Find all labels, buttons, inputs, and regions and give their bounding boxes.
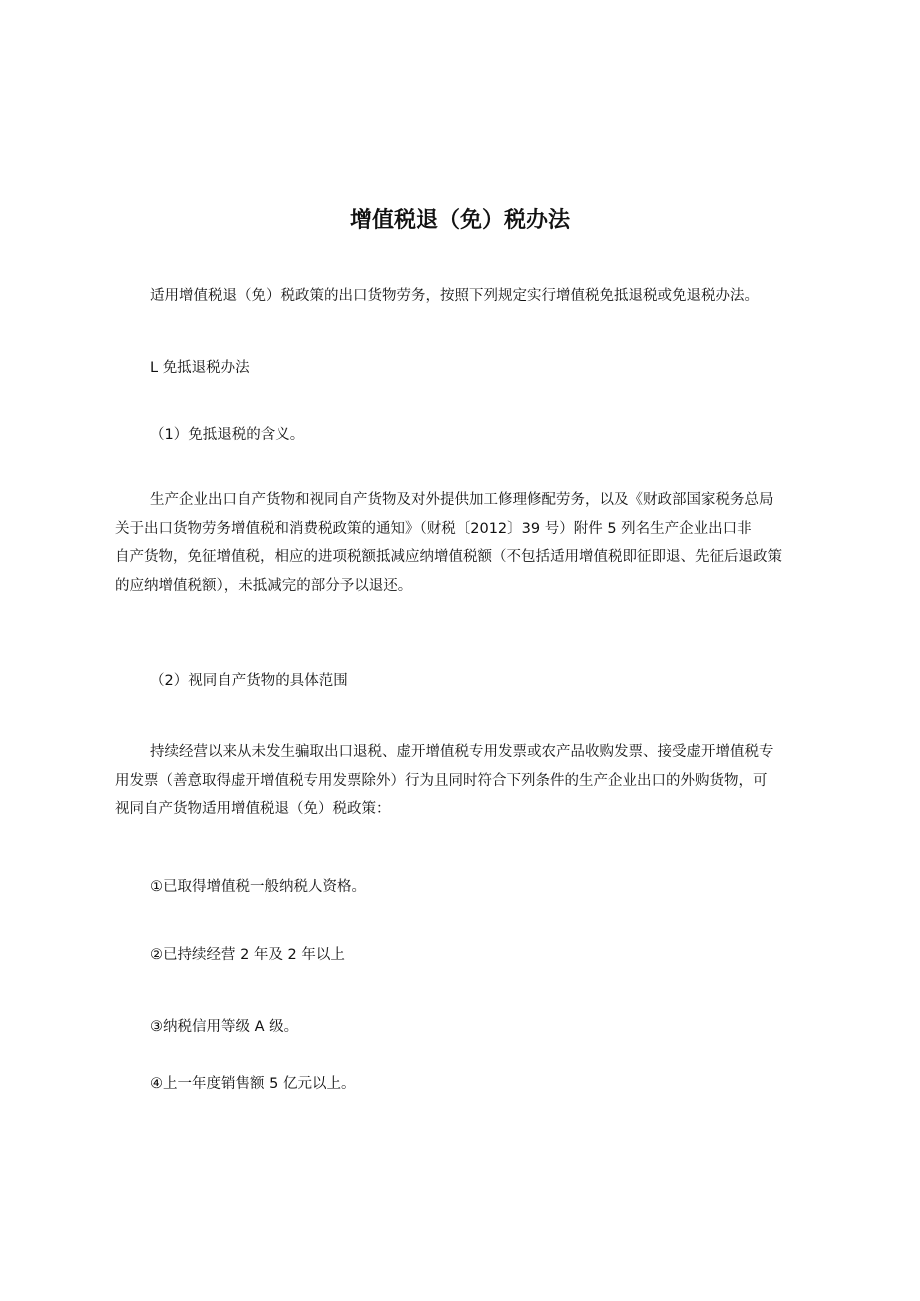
- paragraph-line: 生产企业出口自产货物和视同自产货物及对外提供加工修理修配劳务，以及《财政部国家税务总局: [150, 492, 774, 508]
- condition-item: ①已取得增值税一般纳税人资格。: [150, 879, 366, 895]
- intro-paragraph: 适用增值税退（免）税政策的出口货物劳务，按照下列规定实行增值税免抵退税或免退税办法。: [150, 288, 759, 304]
- paragraph-line: 自产货物，免征增值税，相应的进项税额抵减应纳增值税额（不包括适用增值税即征即退、先征后退政策: [115, 549, 782, 565]
- subsection-2-heading: （2）视同自产货物的具体范围: [150, 673, 348, 689]
- paragraph-line: 视同自产货物适用增值税退（免）税政策：: [115, 801, 391, 817]
- condition-item: ③纳税信用等级 A 级。: [150, 1019, 299, 1035]
- subsection-1-heading: （1）免抵退税的含义。: [150, 427, 305, 443]
- paragraph-line: 的应纳增值税额），未抵减完的部分予以退还。: [115, 577, 413, 594]
- subsection-2-body: [115, 738, 815, 824]
- condition-item: ②已持续经营 2 年及 2 年以上: [150, 947, 345, 963]
- paragraph-line: 关于出口货物劳务增值税和消费税政策的通知》（财税〔2012〕39 号）附件 5 列名生产企业出口非: [115, 520, 752, 537]
- condition-item: ④上一年度销售额 5 亿元以上。: [150, 1076, 356, 1092]
- paragraph-line: 用发票（善意取得虚开增值税专用发票除外）行为且同时符合下列条件的生产企业出口的外购货物，可: [115, 772, 768, 789]
- paragraph-line: 持续经营以来从未发生骗取出口退税、虚开增值税专用发票或农产品收购发票、接受虚开增值税专: [150, 744, 774, 760]
- section-1-heading: L 免抵退税办法: [150, 360, 250, 376]
- subsection-1-body: [115, 486, 815, 600]
- document-title: 增值税退（免）税办法: [349, 208, 570, 233]
